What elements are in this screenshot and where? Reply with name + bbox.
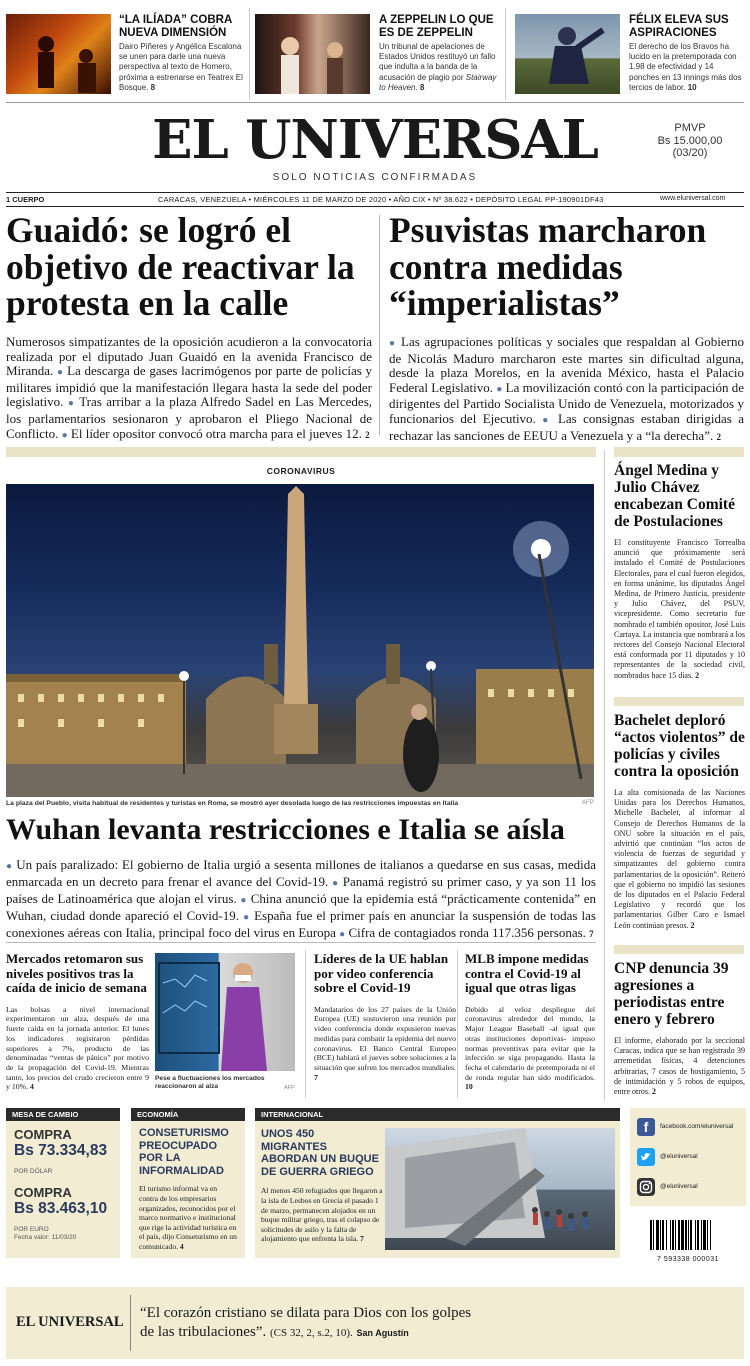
- barcode-bar: [653, 1220, 654, 1250]
- facebook-icon[interactable]: f: [637, 1118, 655, 1136]
- photo-migrants-ship[interactable]: [385, 1128, 615, 1250]
- page-ref: 8: [150, 82, 156, 92]
- divider: [130, 1295, 131, 1351]
- barcode-bar: [697, 1220, 699, 1250]
- buy-label: COMPRA: [14, 1185, 72, 1200]
- story-headline[interactable]: Líderes de la UE hablan por video conferencia sobre el Covid-19: [314, 951, 449, 996]
- quote-ref: (CS 32, 2, s.2, 10).: [269, 1327, 353, 1339]
- headline-wuhan[interactable]: Wuhan levanta restricciones e Italia se aísla: [6, 813, 565, 846]
- buy-unit: POR DÓLAR: [14, 1168, 53, 1175]
- buy-unit: POR EURO: [14, 1226, 49, 1233]
- barcode-bar: [707, 1220, 708, 1250]
- paragraph: Tras arribar a la plaza Alfredo Sadel en Las Mercedes, los parlamentarios sesionaron y aprobaron el Pliego Nacional de Conflicto.: [6, 394, 373, 441]
- economia-headline[interactable]: CONSETURISMO PREOCUPADO POR LA INFORMALIDAD: [139, 1127, 229, 1177]
- price-block: [640, 122, 740, 160]
- side-article-cnp: [614, 960, 745, 1097]
- divider: [249, 8, 250, 100]
- paragraph: Numerosos simpatizantes de la oposición acudieron a la convocatoria realizada por el diputado Juan Guaidó en la avenida Francisco de Miranda.: [6, 334, 372, 379]
- divider: [604, 450, 605, 1100]
- bullet-icon: ●: [6, 861, 13, 872]
- article-mercados: [6, 952, 149, 1092]
- social-box: [630, 1108, 746, 1206]
- barcode-number: 7 593338 000031: [657, 1256, 719, 1263]
- divider: [6, 206, 744, 207]
- bullet-icon: ●: [240, 894, 247, 906]
- paragraph: China anunció que la epidemia está “prácticamente contenida” en Wuhan, ciudad donde apareció el Covid-19.: [6, 890, 597, 923]
- page-ref: 10: [687, 82, 697, 92]
- barcode-bar: [690, 1220, 692, 1250]
- dateline-info: CARACAS, VENEZUELA • MIÉRCOLES 11 DE MARZO DE 2020 • AÑO CIX • Nº 38.622 • DEPÓSITO LEGAL PP-190901DF43: [158, 195, 604, 204]
- photo-caption: Pese a fluctuaciones los mercados reaccionaron al alza: [155, 1075, 265, 1091]
- quote-author: San Agustín: [356, 1328, 409, 1338]
- bullet-icon: ●: [56, 367, 64, 379]
- side-body: El informe, elaborado por la seccional Caracas, indica que se han registrado 39 arremetidas físicas, 4 detenciones arbitrarias, 7 casos de hostigamiento, 5 de intimidación y 5 robos de equipos, entre otros.: [614, 1036, 745, 1097]
- teaser-photo-iliada[interactable]: [6, 14, 111, 94]
- barcode-bar: [650, 1220, 652, 1250]
- section-bar: [614, 697, 744, 706]
- side-article-medina: [614, 462, 745, 681]
- barcode-bar: [656, 1220, 659, 1250]
- section-label: 1 CUERPO: [6, 195, 45, 204]
- paragraph: La movilización contó con la participación de dirigentes del Partido Socialista Unido de Venezuela, motorizados y funcionarios del Ejecutivo.: [389, 379, 745, 426]
- barcode-bar: [701, 1220, 702, 1250]
- photo-credit: AFP: [284, 1085, 295, 1091]
- site-url[interactable]: www.eluniversal.com: [660, 195, 726, 202]
- paragraph: El líder opositor convocó otra marcha para el jueves 12.: [70, 425, 362, 441]
- side-body: El constituyente Francisco Torrealba anunció que próximamente será instalado el Comité de Postulaciones Electorales, para el cual fueron elegidos, en forma unánime, los diputados Ángel Medina, de Primero Justicia, presidente y Julio Chávez, del PSUV, vicepresidente. Como secretario fue nombrado el también opositor, José Luis Cartaya. La instancia que nombrará a los rectores del Consejo Nacional Electoral está conformada por 11 diputados y 10 representantes de la sociedad civil, nombrados hace 15 días.: [614, 538, 745, 680]
- barcode-bar: [660, 1220, 661, 1250]
- teaser-body: Dairo Piñeres y Angélica Escalona se unen para darle una nueva perspectiva al texto de Homero, próxima a estrenarse en Teatrex El Bosque.: [119, 42, 243, 92]
- paragraph: Un país paralizado: El gobierno de Italia urgió a sesenta millones de italianos a quedarse en sus casas, medida enmarcada en un decreto para frenar el avance del Covid-19.: [6, 857, 596, 889]
- article-psuvistas: [389, 335, 744, 444]
- buy-dollar-value: Bs 73.334,83: [14, 1142, 108, 1159]
- page-ref: 2: [716, 431, 721, 442]
- divider: [379, 215, 380, 435]
- article-guaido: [6, 335, 372, 443]
- barcode-bar: [662, 1220, 664, 1250]
- teaser-italic: Stairway to Heaven.: [379, 72, 497, 92]
- internacional-box: [255, 1108, 620, 1258]
- paragraph: La descarga de gases lacrimógenos por parte de policías y militares impidió que la manifestación llegara hasta la sede del poder legislativo.: [6, 363, 373, 410]
- headline-guaido[interactable]: Guaidó: se logró el objetivo de reactivar la protesta en la calle: [6, 210, 355, 323]
- twitter-icon[interactable]: [637, 1148, 655, 1166]
- paragraph: Las consignas estaban dirigidas a rechazar las sanciones de EEUU a Venezuela y a “la derecha”.: [389, 410, 745, 443]
- divider: [305, 950, 306, 1098]
- barcode-bar: [672, 1220, 674, 1250]
- teaser-title[interactable]: FÉLIX ELEVA SUS ASPIRACIONES: [629, 14, 729, 39]
- internacional-label: INTERNACIONAL: [255, 1108, 620, 1121]
- photo-caption: La plaza del Pueblo, visita habitual de residentes y turistas en Roma, se mostró ayer desolada luego de las restricciones impuestas en Italia: [6, 800, 459, 807]
- paragraph: Las agrupaciones políticas y sociales que respaldan al Gobierno de Nicolás Maduro marcharon este martes sin dificultad alguna, desde la plaza Morelos, en la avenida México, hasta el Palacio Federal Legislativo.: [389, 334, 744, 395]
- bullet-icon: ●: [61, 429, 68, 441]
- page-ref: 7: [589, 928, 594, 939]
- bullet-icon: ●: [339, 928, 346, 940]
- side-headline[interactable]: Bachelet deploró “actos violentos” de policías y civiles contra la oposición: [614, 712, 745, 780]
- divider: [6, 102, 744, 103]
- page-ref: 4: [30, 1082, 34, 1092]
- pitcher-silhouette-icon: [515, 14, 620, 94]
- teaser-bar: [0, 8, 750, 100]
- price-date: (03/20): [672, 147, 708, 159]
- barcode-icon: [648, 1220, 728, 1252]
- barcode-bar: [666, 1220, 667, 1250]
- barcode-bar: [710, 1220, 711, 1250]
- bullet-icon: ●: [389, 338, 397, 349]
- plaza-scene-icon: [6, 484, 594, 797]
- barcode-bar: [681, 1220, 684, 1250]
- barcode-bar: [688, 1220, 689, 1250]
- page-ref: 2: [365, 429, 370, 440]
- footer-quote-box: [6, 1287, 744, 1359]
- article-ue: [314, 952, 456, 1082]
- economia-label: ECONOMÍA: [131, 1108, 245, 1121]
- side-article-bachelet: [614, 712, 745, 931]
- page-ref: 7: [360, 1234, 364, 1244]
- divider: [6, 192, 744, 193]
- page-ref: 2: [695, 670, 700, 680]
- page-ref: 10: [465, 1082, 473, 1092]
- barcode-bar: [670, 1220, 671, 1250]
- social-link[interactable]: @eluniversal: [660, 1153, 698, 1160]
- article-mlb: [465, 952, 595, 1092]
- side-headline[interactable]: Ángel Medina y Julio Chávez encabezan Comité de Postulaciones: [614, 462, 735, 530]
- divider: [6, 942, 596, 943]
- barcode-bar: [685, 1220, 687, 1250]
- story-body: Debido al veloz despliegue del coronavirus alrededor del mundo, la Major League Baseball -al igual que otras instituciones deportivas- impuso normas preventivas para evitar que la infección se siga propagando. Hasta la fecha el calendario de pretemporada ni el de ronda regular han sido modificados.: [465, 1004, 595, 1082]
- side-headline[interactable]: CNP denuncia 39 agresiones a periodistas entre enero y febrero: [614, 960, 729, 1028]
- bullet-icon: ●: [542, 414, 552, 426]
- social-link[interactable]: facebook.com/eluniversal: [660, 1123, 734, 1130]
- masthead-name[interactable]: EL UNIVERSAL: [152, 109, 598, 171]
- page-ref: 4: [179, 1241, 184, 1251]
- internacional-headline[interactable]: UNOS 450 MIGRANTES ABORDAN UN BUQUE DE GUERRA GRIEGO: [261, 1128, 379, 1178]
- footer-logo[interactable]: EL UNIVERSAL: [16, 1314, 124, 1330]
- teaser-photo-zeppelin[interactable]: [255, 14, 370, 94]
- article-wuhan: [6, 858, 596, 943]
- section-bar: [614, 447, 744, 457]
- teaser-body: Un tribunal de apelaciones de Estados Unidos restituyó un fallo que indulta a la banda de la acusación de plagio por: [379, 42, 496, 82]
- page-ref: 7: [314, 1072, 318, 1082]
- teaser-photo-felix[interactable]: [515, 14, 620, 94]
- section-bar: [6, 447, 596, 457]
- barcode-bar: [703, 1220, 706, 1250]
- paragraph: Cifra de contagiados ronda 117.356 personas.: [348, 924, 586, 940]
- quote-line: “El corazón cristiano se dilata para Dios con los golpes: [140, 1305, 472, 1321]
- page-ref: 2: [652, 1087, 656, 1097]
- bullet-icon: ●: [496, 383, 503, 395]
- teaser-body: El derecho de los Bravos ha lucido en la pretemporada con 1.98 de efectividad y 14 ponches en 13 innings más dos tercios de labor.: [629, 42, 742, 92]
- bullet-icon: ●: [243, 911, 250, 923]
- exchange-box: [6, 1108, 120, 1258]
- trader-silhouette-icon: [155, 953, 295, 1071]
- photo-plaza-del-pueblo[interactable]: [6, 484, 594, 797]
- ship-ramp-icon: [385, 1128, 615, 1250]
- instagram-icon[interactable]: [637, 1178, 655, 1196]
- teaser-title[interactable]: “LA ILÍADA” COBRA NUEVA DIMENSIÓN: [119, 14, 232, 39]
- side-body: La alta comisionada de las Naciones Unidas para los Derechos Humanos, Michelle Bachelet, al informar al Consejo de Derechos Humanos de la ONU sobre la situación en el país, advirtió que continúan “los actos de violencia de fuerzas de seguridad y simpatizantes del gobierno contra parlamentarios de la oposición”. Reiteró que el gobierno no impidió las sesiones de los diputados en el Palacio Federal Legislativo y recordó que los parlamentarios Gilber Caro e Ismael León continúan presos.: [614, 788, 745, 930]
- quote-text: [140, 1304, 471, 1343]
- price-value: Bs 15.000,00: [657, 134, 723, 147]
- masthead-tagline: SOLO NOTICIAS CONFIRMADAS: [272, 172, 478, 183]
- divider: [505, 8, 506, 100]
- story-headline[interactable]: Mercados retomaron sus niveles positivos tras la caída de inicio de semana: [6, 951, 147, 996]
- story-body: Las bolsas a nivel internacional experimentaron un alza, después de una fuerte caída en la jornada anterior. El lunes los indicadores registraron pérdidas superiores a 7%, producto de las denominadas “ventas de pánico” por motivo de la propagación del Covid-19. Mientras tanto, los precios del crudo crecieron entre 9 y 10%.: [6, 1004, 149, 1092]
- barcode-bar: [695, 1220, 696, 1250]
- exchange-label: MESA DE CAMBIO: [6, 1108, 120, 1121]
- page-ref: 2: [690, 920, 695, 930]
- social-link[interactable]: @eluniversal: [660, 1183, 698, 1190]
- buy-label: COMPRA: [14, 1127, 72, 1142]
- barcode-bar: [678, 1220, 680, 1250]
- barcode-bar: [675, 1220, 676, 1250]
- actors-silhouette-icon: [6, 14, 111, 94]
- page-ref: 8: [419, 82, 425, 92]
- economia-box: [131, 1108, 245, 1258]
- price-label: PMVP: [674, 122, 706, 134]
- headline-psuvistas[interactable]: Psuvistas marcharon contra medidas “imperialistas”: [389, 210, 707, 323]
- bullet-icon: ●: [67, 398, 76, 410]
- story-body: Mandatarios de los 27 países de la Unión Europea (UE) sostuvieron una reunión por video conferencia donde expusieron nuevas medidas para combatir la epidemia del nuevo coronavirus. El Banco Central Europeo (BCE) hablará el jueves sobre soluciones a la situación que sufren los mercados mundiales.: [314, 1004, 456, 1072]
- paragraph: Panamá registró su primer caso, y ya son 11 los países de Latinoamérica que alojan el virus.: [6, 873, 596, 906]
- quote-line: de las tribulaciones”.: [140, 1324, 267, 1340]
- photo-credit: AFP: [582, 800, 594, 806]
- economia-body: El turismo informal va en contra de los empresarios organizados, reconocidos por el marco normativo e institucional que rige la actividad turística en el país, dijo Conseturismo en un comunicado.: [139, 1184, 237, 1251]
- story-headline[interactable]: MLB impone medidas contra el Covid-19 al igual que otras ligas: [465, 951, 589, 996]
- teaser-title[interactable]: A ZEPPELIN LO QUE ES DE ZEPPELIN: [379, 14, 494, 39]
- paragraph: España fue el primer país en anunciar la suspensión de todas las conexiones aéreas con Italia, principal foco del virus en Europa: [6, 907, 596, 940]
- section-bar: [614, 945, 744, 954]
- buy-euro-value: Bs 83.463,10: [14, 1200, 108, 1217]
- band-silhouette-icon: [255, 14, 370, 94]
- photo-markets[interactable]: [155, 953, 295, 1071]
- divider: [457, 950, 458, 1098]
- bullet-icon: ●: [332, 877, 339, 889]
- value-date: Fecha valor: 11/03/20: [14, 1234, 77, 1241]
- kicker-coronavirus: CORONAVIRUS: [266, 466, 336, 476]
- internacional-body: Al menos 450 refugiados que llegaron a la isla de Lesbos en Grecia el pasado 1 de marzo, permanecen alojados en un buque militar griego, tras el colapso de solicitudes de asilo y la falta de alojamiento que enfrenta la isla.: [261, 1186, 383, 1244]
- barcode: [648, 1220, 728, 1263]
